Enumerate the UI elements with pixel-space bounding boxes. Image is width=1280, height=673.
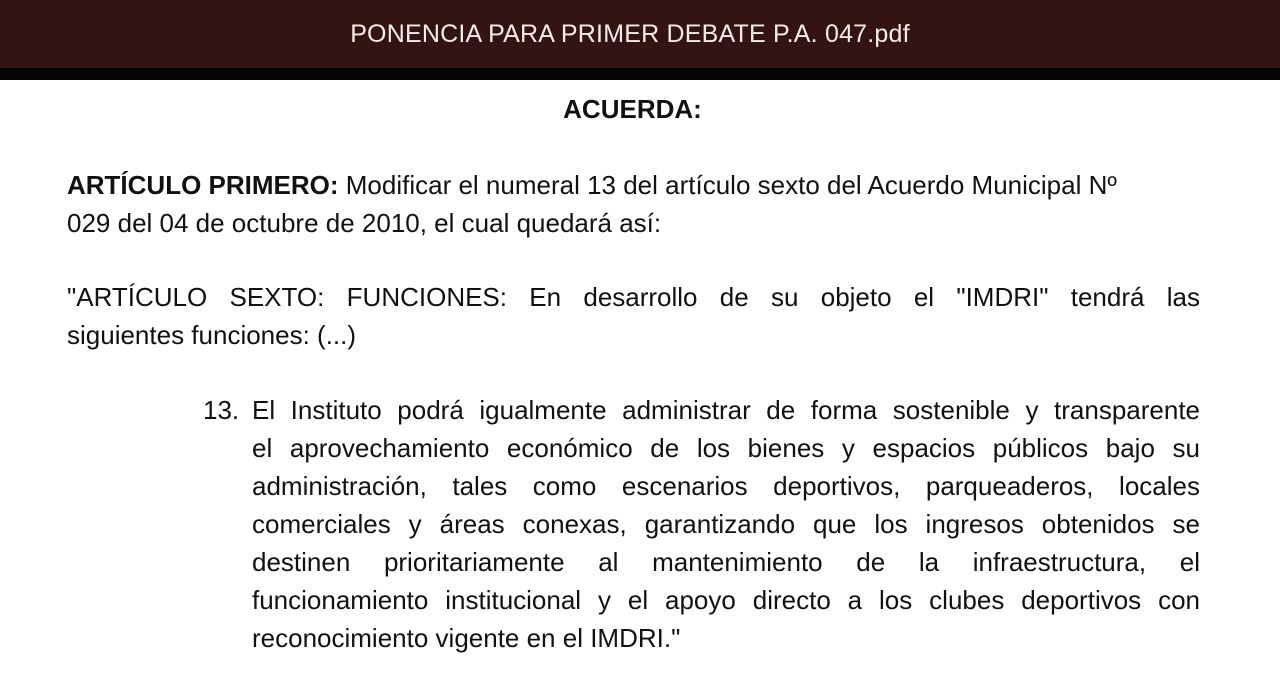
title-bar (0, 0, 1280, 68)
article-sexto-paragraph (67, 278, 1200, 354)
article-text-line-2: 029 del 04 de octubre de 2010, el cual quedará así: (67, 208, 662, 238)
list-item-line: destinen prioritariamente al mantenimiento de la infraestructura, el (252, 547, 1200, 577)
list-item-line: reconocimiento vigente en el IMDRI." (252, 623, 681, 653)
list-item-body (252, 391, 1200, 657)
list-item-line: comerciales y áreas conexas, garantizando que los ingresos obtenidos se (252, 509, 1200, 539)
page-heading: ACUERDA: (563, 94, 702, 124)
list-item-number: 13. (203, 395, 240, 425)
list-item-line: el aprovechamiento económico de los bienes y espacios públicos bajo su (252, 433, 1200, 463)
document-title: PONENCIA PARA PRIMER DEBATE P.A. 047.pdf (350, 19, 910, 48)
quote-line-2: siguientes funciones: (...) (67, 320, 357, 350)
list-item-line: El Instituto podrá igualmente administrar de forma sostenible y transparente (252, 395, 1200, 425)
article-label: ARTÍCULO PRIMERO: (67, 170, 339, 200)
article-primero-paragraph (67, 166, 1200, 242)
list-item-line: administración, tales como escenarios deportivos, parqueaderos, locales (252, 471, 1200, 501)
pdf-page[interactable] (0, 80, 1280, 673)
article-text-line-1: Modificar el numeral 13 del artículo sexto del Acuerdo Municipal Nº (338, 170, 1117, 200)
list-item-line: funcionamiento institucional y el apoyo directo a los clubes deportivos con (252, 585, 1200, 615)
title-divider (0, 68, 1280, 80)
quote-line-1: "ARTÍCULO SEXTO: FUNCIONES: En desarrollo de su objeto el "IMDRI" tendrá las (67, 282, 1200, 312)
